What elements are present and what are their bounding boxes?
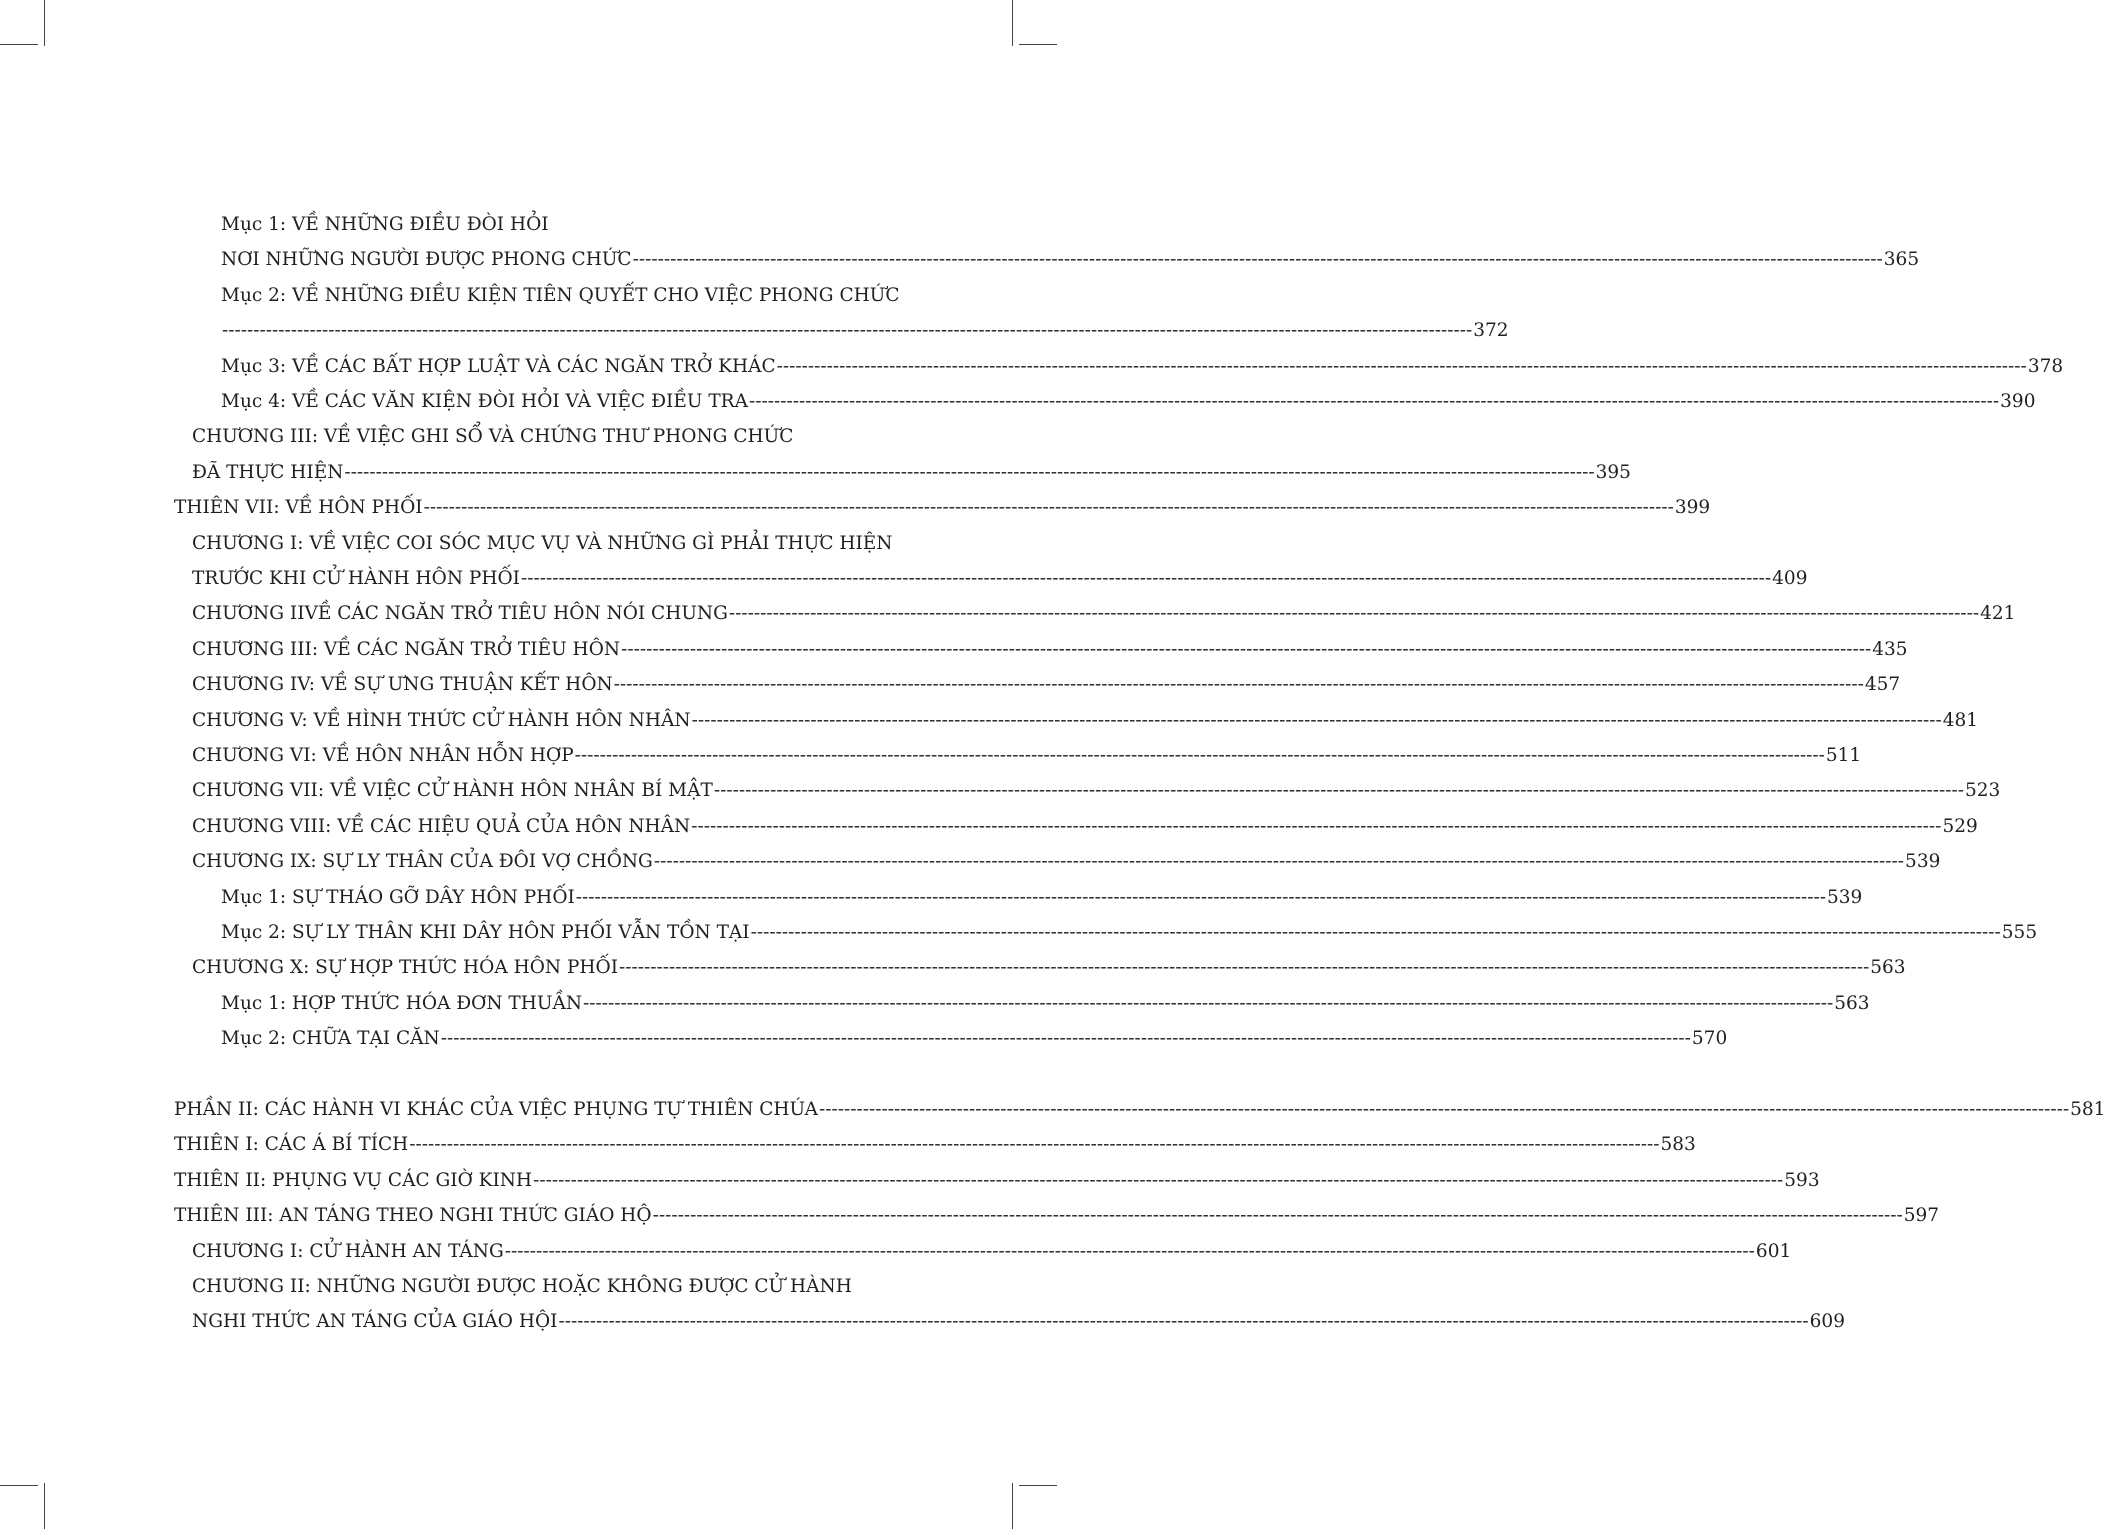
toc-page-number: 372: [1473, 320, 1509, 341]
toc-entry[interactable]: [174, 490, 1711, 526]
crop-mark-top-left-horizontal: [0, 44, 38, 45]
toc-entry-title: CHƯƠNG IV: VỀ SỰ ƯNG THUẬN KẾT HÔN: [192, 674, 613, 695]
toc-entry[interactable]: [174, 1127, 1696, 1163]
toc-page-number: 523: [1965, 780, 2001, 801]
toc-leader: --------------------------------------------------------------------------------------------------------------------------------------------------------------------------------------------------------: [776, 356, 2027, 377]
toc-leader: --------------------------------------------------------------------------------------------------------------------------------------------------------------------------------------------------------: [728, 603, 1980, 624]
toc-page-number: 563: [1834, 993, 1870, 1014]
toc-entry[interactable]: [221, 1021, 1728, 1057]
toc-page-number: 601: [1755, 1241, 1792, 1262]
crop-mark-bottom-right-horizontal: [1019, 1485, 1057, 1486]
toc-leader: --------------------------------------------------------------------------------------------------------------------------------------------------------------------------------------------------------: [409, 1134, 1660, 1155]
toc-leader: --------------------------------------------------------------------------------------------------------------------------------------------------------------------------------------------------------: [652, 1205, 1903, 1226]
toc-entry-title: CHƯƠNG X: SỰ HỢP THỨC HÓA HÔN PHỐI: [192, 957, 619, 978]
toc-entry[interactable]: [192, 526, 893, 562]
toc-entry[interactable]: [192, 1269, 852, 1305]
toc-page-number: 539: [1827, 887, 1863, 908]
toc-leader: --------------------------------------------------------------------------------------------------------------------------------------------------------------------------------------------------------: [222, 320, 1473, 341]
toc-leader: --------------------------------------------------------------------------------------------------------------------------------------------------------------------------------------------------------: [691, 710, 1942, 731]
toc-page-number: 563: [1870, 957, 1906, 978]
toc-entry[interactable]: [221, 915, 2038, 951]
toc-entry-title: Mục 1: SỰ THÁO GỠ DÂY HÔN PHỐI: [221, 887, 575, 908]
crop-mark-top-left-vertical: [44, 0, 45, 46]
toc-entry-title: CHƯƠNG III: VỀ CÁC NGĂN TRỞ TIÊU HÔN: [192, 639, 621, 660]
toc-entry-title: Mục 2: SỰ LY THÂN KHI DÂY HÔN PHỐI VẪN TỒN TẠI: [221, 922, 750, 943]
crop-mark-bottom-left-horizontal: [0, 1485, 38, 1486]
toc-page-number: 539: [1905, 851, 1941, 872]
toc-leader: --------------------------------------------------------------------------------------------------------------------------------------------------------------------------------------------------------: [713, 780, 1965, 801]
toc-entry-title: Mục 3: VỀ CÁC BẤT HỢP LUẬT VÀ CÁC NGĂN TRỞ KHÁC: [221, 356, 776, 377]
toc-entry[interactable]: [221, 880, 1863, 916]
toc-entry[interactable]: [192, 596, 2016, 632]
toc-page-number: 421: [1980, 603, 2016, 624]
toc-page-number: 529: [1942, 816, 1978, 837]
crop-mark-bottom-right-vertical: [1012, 1483, 1013, 1529]
toc-entry-title: THIÊN II: PHỤNG VỤ CÁC GIỜ KINH: [174, 1170, 533, 1191]
toc-page-number: 365: [1883, 249, 1920, 270]
toc-entry-title: ĐÃ THỰC HIỆN: [192, 462, 344, 483]
toc-entry[interactable]: [192, 455, 1631, 491]
toc-leader: --------------------------------------------------------------------------------------------------------------------------------------------------------------------------------------------------------: [619, 957, 1870, 978]
toc-entry[interactable]: [221, 278, 900, 314]
toc-entry-title: CHƯƠNG V: VỀ HÌNH THỨC CỬ HÀNH HÔN NHÂN: [192, 710, 691, 731]
toc-entry[interactable]: [192, 738, 1862, 774]
toc-entry[interactable]: [221, 986, 1870, 1022]
toc-page-number: 593: [1784, 1170, 1820, 1191]
toc-entry-title: NGHI THỨC AN TÁNG CỦA GIÁO HỘI: [192, 1311, 558, 1332]
toc-page-number: 555: [2001, 922, 2038, 943]
toc-leader: --------------------------------------------------------------------------------------------------------------------------------------------------------------------------------------------------------: [750, 922, 2001, 943]
toc-entry[interactable]: [192, 773, 2001, 809]
toc-leader: --------------------------------------------------------------------------------------------------------------------------------------------------------------------------------------------------------: [344, 462, 1595, 483]
toc-page-number: 609: [1809, 1311, 1845, 1332]
toc-page-number: 481: [1942, 710, 1979, 731]
toc-entry[interactable]: [221, 242, 1920, 278]
toc-leader: --------------------------------------------------------------------------------------------------------------------------------------------------------------------------------------------------------: [504, 1241, 1755, 1262]
toc-entry[interactable]: [174, 1163, 1820, 1199]
toc-entry-title: Mục 1: VỀ NHỮNG ĐIỀU ĐÒI HỎI: [221, 214, 549, 235]
toc-entry-title: CHƯƠNG IX: SỰ LY THÂN CỦA ĐÔI VỢ CHỒNG: [192, 851, 653, 872]
toc-leader: --------------------------------------------------------------------------------------------------------------------------------------------------------------------------------------------------------: [520, 568, 1772, 589]
toc-entry[interactable]: [174, 1092, 2105, 1128]
toc-page-number: 597: [1903, 1205, 1940, 1226]
toc-entry-title: TRƯỚC KHI CỬ HÀNH HÔN PHỐI: [192, 568, 520, 589]
toc-leader: --------------------------------------------------------------------------------------------------------------------------------------------------------------------------------------------------------: [583, 993, 1834, 1014]
toc-entry[interactable]: [192, 844, 1941, 880]
toc-leader: --------------------------------------------------------------------------------------------------------------------------------------------------------------------------------------------------------: [621, 639, 1872, 660]
toc-entry-title: Mục 1: HỢP THỨC HÓA ĐƠN THUẦN: [221, 993, 583, 1014]
toc-entry-title: Mục 2: CHỮA TẠI CĂN: [221, 1028, 440, 1049]
toc-leader: --------------------------------------------------------------------------------------------------------------------------------------------------------------------------------------------------------: [575, 887, 1826, 908]
toc-entry[interactable]: [192, 419, 793, 455]
toc-entry[interactable]: [192, 1304, 1845, 1340]
toc-entry-title: CHƯƠNG I: CỬ HÀNH AN TÁNG: [192, 1241, 504, 1262]
crop-mark-bottom-left-vertical: [44, 1483, 45, 1529]
toc-page-number: 409: [1772, 568, 1808, 589]
toc-entry[interactable]: [192, 703, 1979, 739]
toc-page-number: 583: [1660, 1134, 1696, 1155]
toc-page-number: 511: [1825, 745, 1862, 766]
toc-entry-title: CHƯƠNG IIVỀ CÁC NGĂN TRỞ TIÊU HÔN NÓI CHUNG: [192, 603, 728, 624]
toc-leader: --------------------------------------------------------------------------------------------------------------------------------------------------------------------------------------------------------: [423, 497, 1674, 518]
toc-leader: --------------------------------------------------------------------------------------------------------------------------------------------------------------------------------------------------------: [613, 674, 1864, 695]
toc-entry-title: THIÊN VII: VỀ HÔN PHỐI: [174, 497, 423, 518]
crop-mark-top-right-vertical: [1012, 0, 1013, 46]
toc-page-number: 570: [1691, 1028, 1728, 1049]
toc-leader: --------------------------------------------------------------------------------------------------------------------------------------------------------------------------------------------------------: [558, 1311, 1809, 1332]
toc-entry[interactable]: [221, 207, 549, 243]
toc-leader: --------------------------------------------------------------------------------------------------------------------------------------------------------------------------------------------------------: [653, 851, 1905, 872]
toc-page-number: 435: [1872, 639, 1908, 660]
toc-leader: --------------------------------------------------------------------------------------------------------------------------------------------------------------------------------------------------------: [632, 249, 1883, 270]
toc-entry[interactable]: [192, 667, 1901, 703]
toc-entry[interactable]: [192, 950, 1906, 986]
toc-entry-title: CHƯƠNG VII: VỀ VIỆC CỬ HÀNH HÔN NHÂN BÍ MẬT: [192, 780, 713, 801]
toc-entry-title: CHƯƠNG VIII: VỀ CÁC HIỆU QUẢ CỦA HÔN NHÂN: [192, 816, 691, 837]
toc-entry-title: NƠI NHỮNG NGƯỜI ĐƯỢC PHONG CHỨC: [221, 249, 632, 270]
toc-leader: --------------------------------------------------------------------------------------------------------------------------------------------------------------------------------------------------------: [440, 1028, 1691, 1049]
toc-entry-title: PHẦN II: CÁC HÀNH VI KHÁC CỦA VIỆC PHỤNG TỰ THIÊN CHÚA: [174, 1099, 818, 1120]
toc-entry[interactable]: [221, 313, 1509, 349]
toc-page-number: 399: [1674, 497, 1711, 518]
toc-entry-title: THIÊN III: AN TÁNG THEO NGHI THỨC GIÁO HỘ: [174, 1205, 652, 1226]
toc-page-number: 378: [2027, 356, 2064, 377]
toc-entry[interactable]: [221, 349, 2064, 385]
toc-leader: --------------------------------------------------------------------------------------------------------------------------------------------------------------------------------------------------------: [748, 391, 2000, 412]
toc-entry-title: Mục 2: VỀ NHỮNG ĐIỀU KIỆN TIÊN QUYẾT CHO VIỆC PHONG CHỨC: [221, 285, 900, 306]
toc-leader: --------------------------------------------------------------------------------------------------------------------------------------------------------------------------------------------------------: [533, 1170, 1784, 1191]
toc-page-number: 581: [2070, 1099, 2105, 1120]
toc-entry[interactable]: [174, 1198, 1940, 1234]
toc-leader: --------------------------------------------------------------------------------------------------------------------------------------------------------------------------------------------------------: [691, 816, 1942, 837]
toc-leader: --------------------------------------------------------------------------------------------------------------------------------------------------------------------------------------------------------: [574, 745, 1825, 766]
toc-entry-title: CHƯƠNG III: VỀ VIỆC GHI SỔ VÀ CHỨNG THƯ PHONG CHỨC: [192, 426, 794, 447]
toc-page-number: 457: [1864, 674, 1901, 695]
toc-entry-title: CHƯƠNG I: VỀ VIỆC COI SÓC MỤC VỤ VÀ NHỮNG GÌ PHẢI THỰC HIỆN: [192, 533, 893, 554]
toc-page-number: 390: [2000, 391, 2036, 412]
toc-page-number: 395: [1595, 462, 1631, 483]
toc-entry-title: CHƯƠNG VI: VỀ HÔN NHÂN HỖN HỢP: [192, 745, 574, 766]
crop-mark-top-right-horizontal: [1019, 44, 1057, 45]
toc-entry[interactable]: [221, 384, 2036, 420]
toc-entry[interactable]: [192, 632, 1908, 668]
toc-entry-title: CHƯƠNG II: NHỮNG NGƯỜI ĐƯỢC HOẶC KHÔNG ĐƯỢC CỬ HÀNH: [192, 1276, 852, 1297]
toc-entry[interactable]: [192, 809, 1978, 845]
toc-entry-title: Mục 4: VỀ CÁC VĂN KIỆN ĐÒI HỎI VÀ VIỆC ĐIỀU TRA: [221, 391, 748, 412]
toc-entry[interactable]: [192, 1234, 1792, 1270]
toc-entry[interactable]: [192, 561, 1808, 597]
toc-leader: --------------------------------------------------------------------------------------------------------------------------------------------------------------------------------------------------------: [818, 1099, 2070, 1120]
toc-entry-title: THIÊN I: CÁC Á BÍ TÍCH: [174, 1134, 409, 1155]
